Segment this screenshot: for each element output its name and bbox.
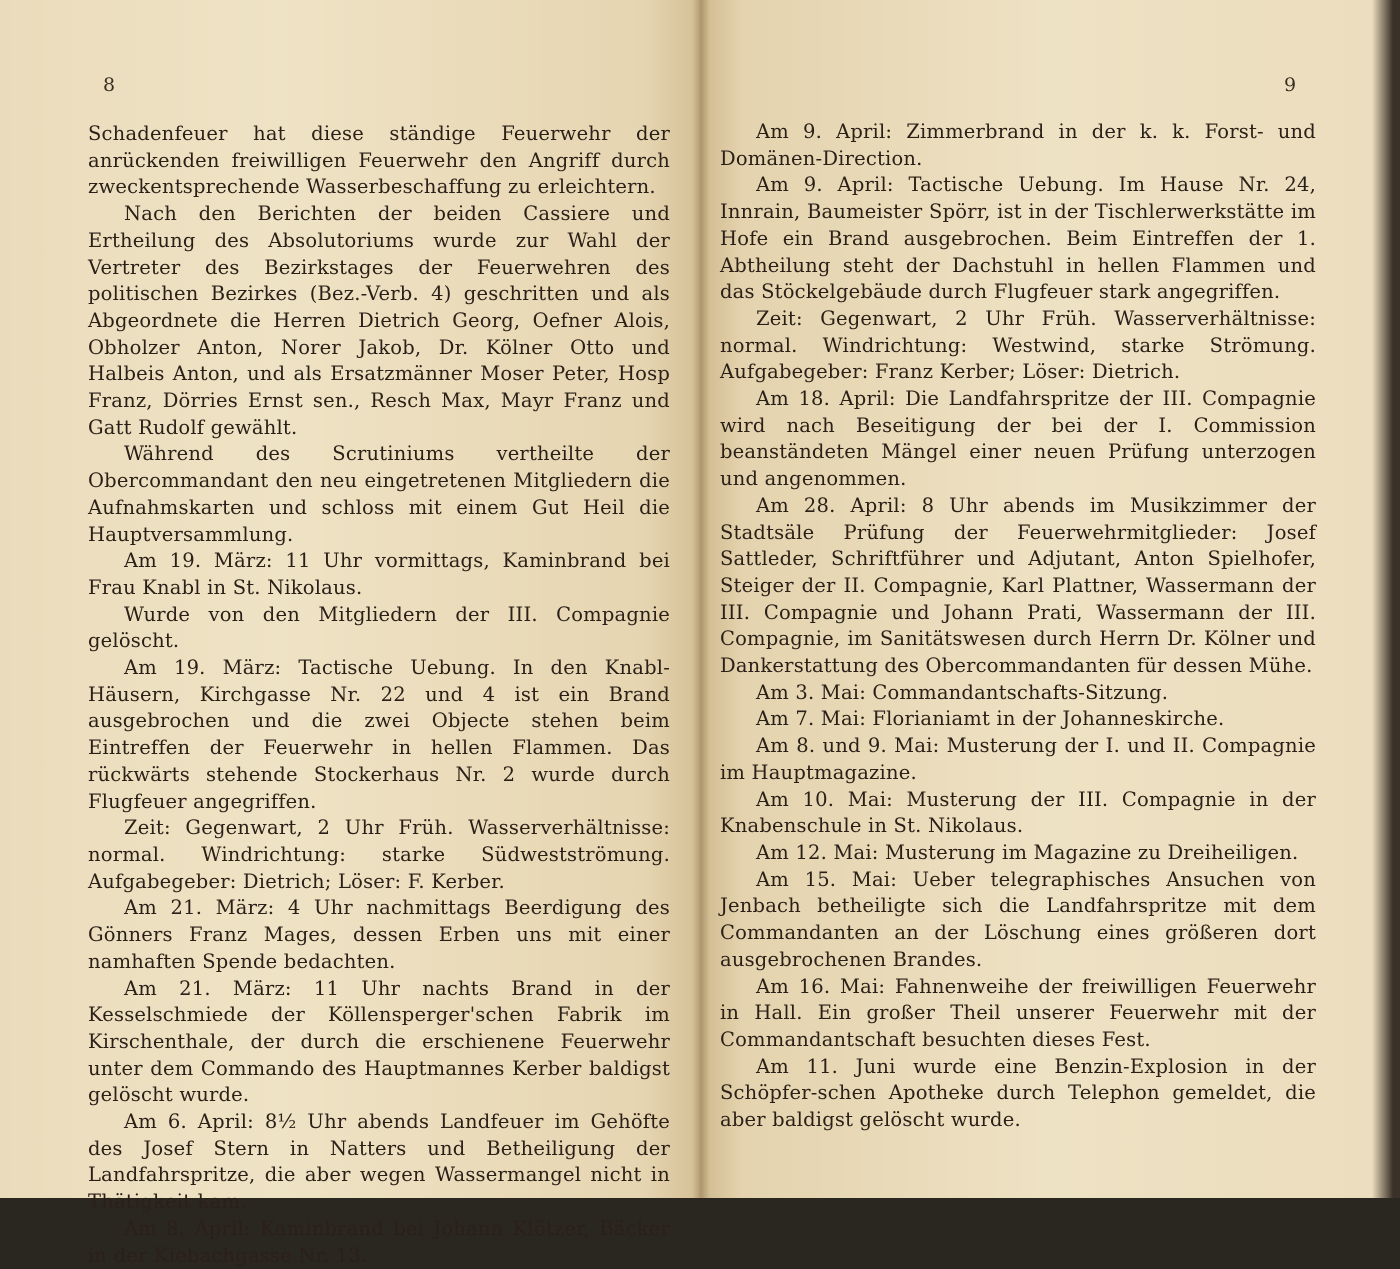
paragraph: Am 11. Juni wurde eine Benzin-Explosion in der Schöpfer-schen Apotheke durch Telephon gemeldet, die aber baldigst gelöscht wurde. <box>720 1054 1316 1132</box>
book-gutter <box>692 0 710 1198</box>
paragraph: Am 21. März: 11 Uhr nachts Brand in der Kesselschmiede der Köllensperger'schen Fabrik im Kirschenthale, der durch die erschienene Feuerwehr unter dem Commando des Hauptmannes Kerber baldigst gelöscht wurde. <box>88 976 670 1107</box>
paragraph: Am 9. April: Zimmerbrand in der k. k. Forst- und Domänen-Direction. <box>720 120 1316 170</box>
paragraph: Am 10. Mai: Musterung der III. Compagnie in der Knabenschule in St. Nikolaus. <box>720 787 1316 838</box>
paragraph: Am 9. April: Tactische Uebung. Im Hause Nr. 24, Innrain, Baumeister Spörr, ist in der Tischlerwerkstätte im Hofe ein Brand ausgebrochen. Beim Eintreffen der 1. Abtheilung steht der Dachstuhl in hellen Flammen und das Stöckelgebäude durch Flugfeuer stark angegriffen. <box>720 173 1316 304</box>
page-number-right: 9 <box>1284 74 1297 96</box>
left-page-text <box>88 121 670 1269</box>
paragraph: Am 16. Mai: Fahnenweihe der freiwilligen Feuerwehr in Hall. Ein großer Theil unserer Feuerwehr mit der Commandantschaft besuchten dieses Fest. <box>720 974 1316 1051</box>
paragraph: Am 3. Mai: Commandantschafts-Sitzung. <box>756 680 1169 704</box>
paragraph: Zeit: Gegenwart, 2 Uhr Früh. Wasserverhältnisse: normal. Windrichtung: starke Südwestströmung. Aufgabegeber: Dietrich; Löser: F. Kerber. <box>88 816 670 893</box>
paragraph: Nach den Berichten der beiden Cassiere und Ertheilung des Absolutoriums wurde zur Wahl der Vertreter des Bezirkstages der Feuerwehren des politischen Bezirkes (Bez.-Verb. 4) geschritten und als Abgeordnete die Herren Dietrich Georg, Oefner Alois, Obholzer Anton, Norer Jakob, Dr. Kölner Otto und Halbeis Anton, und als Ersatzmänner Moser Peter, Hosp Franz, Dörries Ernst sen., Resch Max, Mayr Franz und Gatt Rudolf gewählt. <box>88 202 670 439</box>
right-page <box>700 0 1400 1198</box>
paragraph: Am 21. März: 4 Uhr nachmittags Beerdigung des Gönners Franz Mages, dessen Erben uns mit einer namhaften Spende bedachten. <box>88 896 670 973</box>
paragraph: Am 19. März: Tactische Uebung. In den Knabl-Häusern, Kirchgasse Nr. 22 und 4 ist ein Brand ausgebrochen und die zwei Objecte stehen beim Eintreffen der Feuerwehr in hellen Flammen. Das rückwärts stehende Stockerhaus Nr. 2 wurde durch Flugfeuer angegriffen. <box>88 656 670 813</box>
paragraph: Am 15. Mai: Ueber telegraphisches Ansuchen von Jenbach betheiligte sich die Landfahrspritze mit dem Commandanten an der Löschung eines größeren dort ausgebrochenen Brandes. <box>720 867 1316 971</box>
left-page <box>0 0 700 1267</box>
paragraph: Am 19. März: 11 Uhr vormittags, Kaminbrand bei Frau Knabl in St. Nikolaus. <box>88 549 670 599</box>
paragraph: Am 18. April: Die Landfahrspritze der III. Compagnie wird nach Beseitigung der bei der I. Commission beanständeten Mängel einer neuen Prüfung unterzogen und angenommen. <box>720 387 1316 491</box>
paragraph: Wurde von den Mitgliedern der III. Compagnie gelöscht. <box>88 602 670 653</box>
paragraph: Am 8. April: Kaminbrand bei Johann Klötzer, Bäcker in der Kiebachgasse Nr. 13. <box>88 1216 670 1267</box>
paragraph: Während des Scrutiniums vertheilte der Obercommandant den neu eingetretenen Mitgliedern die Aufnahmskarten und schloss mit einem Gut Heil die Hauptversammlung. <box>88 442 670 546</box>
paragraph: Am 6. April: 8½ Uhr abends Landfeuer im Gehöfte des Josef Stern in Natters und Betheiligung der Landfahrspritze, die aber wegen Wassermangel nicht in Thätigkeit kam. <box>88 1110 670 1214</box>
paragraph: Am 28. April: 8 Uhr abends im Musikzimmer der Stadtsäle Prüfung der Feuerwehrmitglieder: Josef Sattleder, Schriftführer und Adjutant, Anton Spielhofer, Steiger der II. Compagnie, Karl Plattner, Wassermann der III. Compagnie und Johann Prati, Wassermann der III. Compagnie, im Sanitätswesen durch Herrn Dr. Kölner und Dankerstattung des Obercommandanten für dessen Mühe. <box>720 493 1316 678</box>
paragraph: Am 7. Mai: Florianiamt in der Johanneskirche. <box>756 707 1225 731</box>
paragraph: Am 8. und 9. Mai: Musterung der I. und II. Compagnie im Hauptmagazine. <box>720 734 1316 784</box>
paragraph: Schadenfeuer hat diese ständige Feuerwehr der anrückenden freiwilligen Feuerwehr den Angriff durch zweckentsprechende Wasserbeschaffung zu erleichtern. <box>88 122 670 199</box>
paragraph: Am 12. Mai: Musterung im Magazine zu Dreiheiligen. <box>756 840 1299 864</box>
paragraph: Zeit: Gegenwart, 2 Uhr Früh. Wasserverhältnisse: normal. Windrichtung: Westwind, starke Strömung. Aufgabegeber: Franz Kerber; Löser: Dietrich. <box>720 306 1316 384</box>
page-number-left: 8 <box>103 74 116 96</box>
right-page-text <box>720 119 1316 1134</box>
